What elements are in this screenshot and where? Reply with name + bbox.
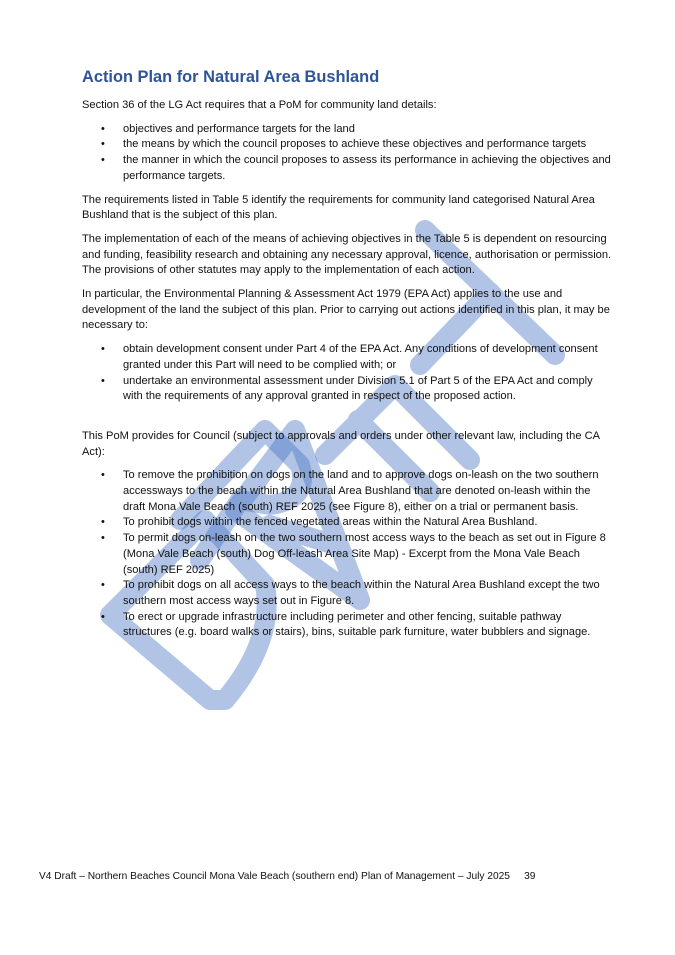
implementation-paragraph: The implementation of each of the means of achieving objectives in the Table 5 is dependent on resourcing and funding, feasibility research and obtaining any necessary approval, licence, authorisation or permission. The provisions of other statutes may apply to the implementation of each action. (82, 232, 612, 277)
list-item: • objectives and performance targets for the land (82, 122, 612, 138)
bullet-icon: • (101, 516, 105, 529)
epa-paragraph: In particular, the Environmental Planning & Assessment Act 1979 (EPA Act) applies to the use and development of the land the subject of this plan. Prior to carrying out actions identified in this plan, it may be necessary to: (82, 288, 610, 332)
bullet-icon: • (101, 154, 105, 167)
list-item: • undertake an environmental assessment under Division 5.1 of Part 5 of the EPA Act and comply with the requirements of any approval granted in respect of the proposed action. (101, 374, 593, 403)
page-number: 39 (524, 871, 536, 882)
list-item: • To prohibit dogs within the fenced vegetated areas within the Natural Area Bushland. (82, 515, 612, 531)
bullet-icon: • (101, 374, 105, 387)
pom-requirements-list (82, 122, 612, 185)
pom-actions-list (82, 468, 612, 641)
footer-text: V4 Draft – Northern Beaches Council Mona Vale Beach (southern end) Plan of Management – July 2025 (39, 871, 510, 882)
epa-list (82, 342, 612, 405)
list-item: • To prohibit dogs on all access ways to the beach within the Natural Area Bushland except the two southern most access ways set out in Figure 8. (101, 579, 600, 607)
bullet-icon: • (101, 579, 105, 592)
list-item: • the means by which the council proposes to achieve these objectives and performance targets (82, 137, 612, 153)
spacer (82, 413, 612, 429)
bullet-icon: • (101, 343, 105, 356)
list-item: • To remove the prohibition on dogs on the land and to approve dogs on-leash on the two southern accessways to the beach within the Natural Area Bushland that are denoted on-leash within the draft Mona Vale Beach (south) REF 2025 (see Figure 8), either on a trial or permanent basis. (101, 469, 599, 513)
list-item: • obtain development consent under Part 4 of the EPA Act. Any conditions of development consent granted under this Part will need to be complied with; or (101, 343, 598, 371)
bullet-icon: • (101, 532, 105, 545)
bullet-icon: • (101, 610, 105, 623)
intro-paragraph: Section 36 of the LG Act requires that a PoM for community land details: (82, 99, 437, 111)
main-content (82, 66, 612, 649)
list-item: • To permit dogs on-leash on the two southern most access ways to the beach as set out in Figure 8 (Mona Vale Beach (south) Dog Off-leash Area Site Map) - Excerpt from the Mona Vale Beach (south) REF 2025) (101, 532, 606, 576)
list-item: • the manner in which the council proposes to assess its performance in achieving the objectives and performance targets. (101, 154, 611, 182)
list-item: • To erect or upgrade infrastructure including perimeter and other fencing, suitable pathway structures (e.g. board walks or stairs), bins, suitable park furniture, water bubblers and signage. (101, 610, 591, 639)
bullet-icon: • (101, 122, 105, 135)
pom-provisions-paragraph: This PoM provides for Council (subject to approvals and orders under other relevant law, including the CA Act): (82, 429, 600, 458)
bullet-icon: • (101, 469, 105, 482)
section-heading: Action Plan for Natural Area Bushland (82, 68, 380, 86)
page-footer (39, 871, 535, 882)
bullet-icon: • (101, 138, 105, 151)
requirements-paragraph: The requirements listed in Table 5 identify the requirements for community land categorised Natural Area Bushland that is the subject of this plan. (82, 193, 595, 222)
